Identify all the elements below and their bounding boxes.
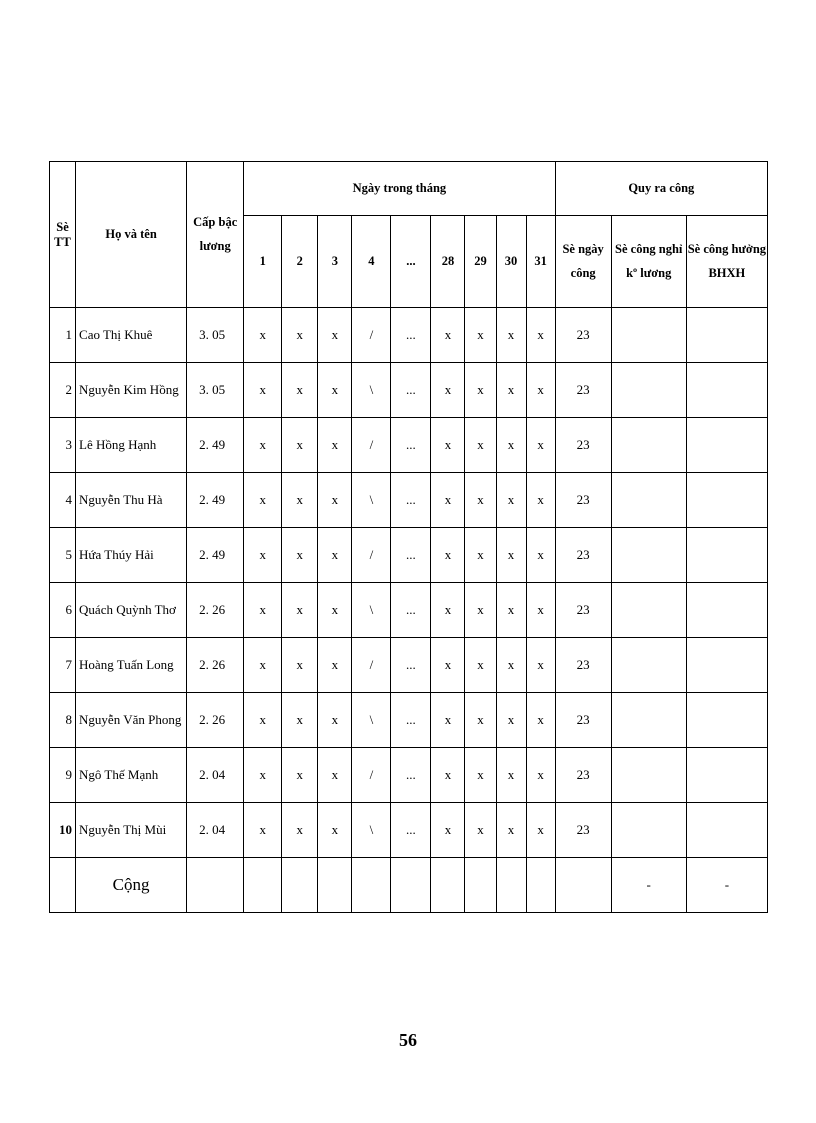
- row-day-mark: ...: [391, 418, 431, 473]
- header-summary-group: Quy ra công: [555, 162, 767, 216]
- row-day-mark: x: [318, 748, 352, 803]
- row-bhxh-days: [686, 638, 767, 693]
- row-bhxh-days: [686, 418, 767, 473]
- row-name: Cao Thị Khuê: [76, 308, 187, 363]
- row-bhxh-days: [686, 583, 767, 638]
- table-row: [50, 803, 768, 858]
- row-day-mark: x: [282, 693, 318, 748]
- row-day-mark: x: [526, 363, 555, 418]
- total-day: [526, 858, 555, 913]
- header-leave-days: Sè công nghỉ kº lương: [611, 216, 686, 308]
- total-label: Cộng: [76, 858, 187, 913]
- row-grade: 2. 49: [187, 418, 244, 473]
- row-day-mark: x: [244, 583, 282, 638]
- row-name: Hoàng Tuấn Long: [76, 638, 187, 693]
- row-day-mark: x: [244, 638, 282, 693]
- header-day: 31: [526, 216, 555, 308]
- table-row: [50, 638, 768, 693]
- row-day-mark: /: [352, 638, 391, 693]
- row-name: Nguyễn Thu Hà: [76, 473, 187, 528]
- total-stt: [50, 858, 76, 913]
- row-bhxh-days: [686, 693, 767, 748]
- row-name: Nguyễn Văn Phong: [76, 693, 187, 748]
- header-grade: Cấp bậc lương: [187, 162, 244, 308]
- row-day-mark: x: [431, 583, 465, 638]
- row-day-mark: x: [526, 748, 555, 803]
- row-day-mark: ...: [391, 308, 431, 363]
- row-day-mark: x: [496, 803, 526, 858]
- row-name: Lê Hồng Hạnh: [76, 418, 187, 473]
- page-number: 56: [399, 1030, 417, 1050]
- header-day: 3: [318, 216, 352, 308]
- row-day-mark: x: [465, 473, 496, 528]
- row-day-mark: x: [318, 528, 352, 583]
- row-day-mark: x: [465, 638, 496, 693]
- header-day: 1: [244, 216, 282, 308]
- row-day-mark: x: [244, 473, 282, 528]
- row-bhxh-days: [686, 528, 767, 583]
- attendance-table: [49, 161, 768, 913]
- row-stt: 9: [50, 748, 76, 803]
- row-day-mark: x: [526, 693, 555, 748]
- row-leave-days: [611, 803, 686, 858]
- row-day-mark: x: [431, 528, 465, 583]
- table-row: [50, 583, 768, 638]
- row-day-mark: x: [318, 803, 352, 858]
- row-name: Nguyễn Thị Mùi: [76, 803, 187, 858]
- row-day-mark: x: [282, 638, 318, 693]
- row-grade: 2. 26: [187, 693, 244, 748]
- row-name: Ngô Thế Mạnh: [76, 748, 187, 803]
- table-row: [50, 363, 768, 418]
- row-grade: 2. 49: [187, 473, 244, 528]
- row-day-mark: x: [244, 528, 282, 583]
- row-day-mark: \: [352, 473, 391, 528]
- row-work-days: 23: [555, 473, 611, 528]
- row-name: Quách Quỳnh Thơ: [76, 583, 187, 638]
- row-day-mark: /: [352, 528, 391, 583]
- row-stt: 3: [50, 418, 76, 473]
- total-day: [391, 858, 431, 913]
- row-stt: 5: [50, 528, 76, 583]
- row-name: Hứa Thúy Hải: [76, 528, 187, 583]
- header-day: ...: [391, 216, 431, 308]
- row-day-mark: \: [352, 693, 391, 748]
- total-day: [318, 858, 352, 913]
- total-day: [244, 858, 282, 913]
- row-day-mark: \: [352, 803, 391, 858]
- row-stt: 7: [50, 638, 76, 693]
- row-stt: 6: [50, 583, 76, 638]
- row-day-mark: x: [282, 473, 318, 528]
- row-day-mark: x: [244, 748, 282, 803]
- row-day-mark: x: [244, 693, 282, 748]
- row-work-days: 23: [555, 748, 611, 803]
- row-leave-days: [611, 583, 686, 638]
- row-name: Nguyễn Kim Hồng: [76, 363, 187, 418]
- row-day-mark: x: [431, 693, 465, 748]
- row-bhxh-days: [686, 363, 767, 418]
- total-row: [50, 858, 768, 913]
- row-day-mark: ...: [391, 528, 431, 583]
- row-work-days: 23: [555, 363, 611, 418]
- row-day-mark: x: [282, 583, 318, 638]
- header-day: 2: [282, 216, 318, 308]
- row-grade: 2. 26: [187, 583, 244, 638]
- row-day-mark: x: [526, 638, 555, 693]
- total-day: [431, 858, 465, 913]
- row-day-mark: x: [431, 748, 465, 803]
- row-leave-days: [611, 473, 686, 528]
- total-day: [282, 858, 318, 913]
- row-day-mark: ...: [391, 473, 431, 528]
- row-day-mark: x: [431, 308, 465, 363]
- row-day-mark: x: [465, 418, 496, 473]
- row-day-mark: x: [431, 473, 465, 528]
- row-leave-days: [611, 418, 686, 473]
- row-bhxh-days: [686, 308, 767, 363]
- row-leave-days: [611, 638, 686, 693]
- row-day-mark: x: [465, 528, 496, 583]
- total-day: [352, 858, 391, 913]
- row-day-mark: x: [526, 803, 555, 858]
- row-day-mark: x: [465, 583, 496, 638]
- row-day-mark: x: [318, 693, 352, 748]
- row-day-mark: x: [465, 363, 496, 418]
- row-day-mark: x: [526, 583, 555, 638]
- row-day-mark: x: [318, 308, 352, 363]
- row-day-mark: x: [496, 363, 526, 418]
- row-day-mark: x: [244, 308, 282, 363]
- row-stt: 4: [50, 473, 76, 528]
- row-grade: 3. 05: [187, 308, 244, 363]
- row-stt: 8: [50, 693, 76, 748]
- total-leave-days: -: [611, 858, 686, 913]
- row-day-mark: x: [282, 748, 318, 803]
- row-day-mark: x: [318, 363, 352, 418]
- row-day-mark: x: [431, 803, 465, 858]
- row-bhxh-days: [686, 748, 767, 803]
- row-day-mark: x: [526, 473, 555, 528]
- row-leave-days: [611, 693, 686, 748]
- header-day: 30: [496, 216, 526, 308]
- row-day-mark: x: [465, 748, 496, 803]
- header-day: 29: [465, 216, 496, 308]
- row-day-mark: x: [496, 528, 526, 583]
- row-day-mark: ...: [391, 693, 431, 748]
- row-stt: 10: [50, 803, 76, 858]
- row-work-days: 23: [555, 583, 611, 638]
- row-leave-days: [611, 748, 686, 803]
- row-day-mark: x: [465, 693, 496, 748]
- row-bhxh-days: [686, 473, 767, 528]
- row-day-mark: x: [431, 363, 465, 418]
- row-day-mark: x: [431, 418, 465, 473]
- row-day-mark: x: [465, 803, 496, 858]
- row-day-mark: x: [526, 418, 555, 473]
- row-leave-days: [611, 528, 686, 583]
- row-work-days: 23: [555, 418, 611, 473]
- row-day-mark: x: [431, 638, 465, 693]
- row-day-mark: /: [352, 308, 391, 363]
- row-work-days: 23: [555, 308, 611, 363]
- total-grade: [187, 858, 244, 913]
- header-day: 28: [431, 216, 465, 308]
- row-day-mark: x: [496, 473, 526, 528]
- total-day: [465, 858, 496, 913]
- row-day-mark: x: [244, 803, 282, 858]
- total-bhxh-days: -: [686, 858, 767, 913]
- table-row: [50, 308, 768, 363]
- row-day-mark: x: [244, 418, 282, 473]
- row-work-days: 23: [555, 528, 611, 583]
- row-grade: 3. 05: [187, 363, 244, 418]
- header-days-group: Ngày trong tháng: [244, 162, 555, 216]
- row-day-mark: x: [318, 418, 352, 473]
- table-row: [50, 473, 768, 528]
- row-day-mark: /: [352, 418, 391, 473]
- row-day-mark: x: [318, 638, 352, 693]
- row-day-mark: ...: [391, 803, 431, 858]
- row-day-mark: x: [282, 363, 318, 418]
- row-day-mark: x: [496, 308, 526, 363]
- table-row: [50, 748, 768, 803]
- header-work-days: Sè ngày công: [555, 216, 611, 308]
- row-day-mark: \: [352, 363, 391, 418]
- row-grade: 2. 04: [187, 803, 244, 858]
- row-day-mark: \: [352, 583, 391, 638]
- row-day-mark: x: [496, 418, 526, 473]
- header-row-top: [50, 162, 768, 216]
- row-day-mark: x: [496, 638, 526, 693]
- row-day-mark: x: [526, 308, 555, 363]
- total-day: [496, 858, 526, 913]
- row-day-mark: ...: [391, 583, 431, 638]
- table-row: [50, 528, 768, 583]
- table-row: [50, 418, 768, 473]
- row-work-days: 23: [555, 638, 611, 693]
- table-body: [50, 308, 768, 858]
- table-row: [50, 693, 768, 748]
- row-day-mark: ...: [391, 748, 431, 803]
- row-work-days: 23: [555, 693, 611, 748]
- header-bhxh-days: Sè công hưởng BHXH: [686, 216, 767, 308]
- header-day: 4: [352, 216, 391, 308]
- row-bhxh-days: [686, 803, 767, 858]
- header-name: Họ và tên: [76, 162, 187, 308]
- row-day-mark: x: [282, 528, 318, 583]
- row-grade: 2. 04: [187, 748, 244, 803]
- row-day-mark: x: [244, 363, 282, 418]
- row-day-mark: x: [496, 583, 526, 638]
- row-day-mark: x: [282, 308, 318, 363]
- row-day-mark: x: [318, 473, 352, 528]
- row-day-mark: /: [352, 748, 391, 803]
- total-work-days: [555, 858, 611, 913]
- row-stt: 2: [50, 363, 76, 418]
- row-leave-days: [611, 308, 686, 363]
- header-stt: Sè TT: [50, 162, 76, 308]
- row-day-mark: x: [496, 748, 526, 803]
- row-stt: 1: [50, 308, 76, 363]
- row-day-mark: x: [526, 528, 555, 583]
- row-grade: 2. 49: [187, 528, 244, 583]
- row-leave-days: [611, 363, 686, 418]
- row-day-mark: ...: [391, 638, 431, 693]
- row-day-mark: x: [465, 308, 496, 363]
- row-day-mark: ...: [391, 363, 431, 418]
- row-work-days: 23: [555, 803, 611, 858]
- row-day-mark: x: [282, 803, 318, 858]
- row-day-mark: x: [496, 693, 526, 748]
- row-day-mark: x: [282, 418, 318, 473]
- row-day-mark: x: [318, 583, 352, 638]
- row-grade: 2. 26: [187, 638, 244, 693]
